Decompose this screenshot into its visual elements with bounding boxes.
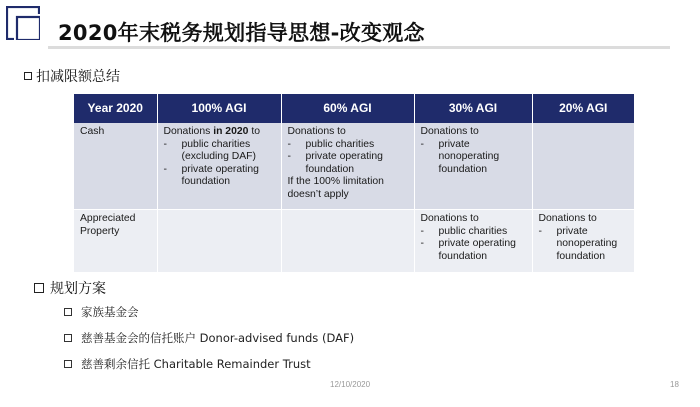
section-heading-label: 规划方案 (50, 281, 106, 297)
checkbox-bullet-icon (34, 283, 44, 293)
page-number: 18 (670, 380, 679, 389)
table-cell (157, 210, 281, 273)
cell-lead: Donations to (538, 213, 597, 224)
table-cell (532, 210, 634, 273)
table-row-cash (74, 123, 634, 210)
table-header-row (74, 94, 634, 123)
table-header: 30% AGI (414, 94, 532, 123)
table-header: 60% AGI (281, 94, 414, 123)
agi-limit-table (74, 94, 634, 273)
table-cell (414, 123, 532, 210)
section-heading-deduction-summary (24, 66, 120, 86)
title-divider (48, 46, 670, 49)
table-row-appreciated-property (74, 210, 634, 273)
list-item (64, 357, 354, 371)
table-cell (532, 123, 634, 210)
list-item-label: 家族基金会 (81, 305, 139, 319)
list-item: - public charities (287, 138, 375, 150)
table-header: 20% AGI (532, 94, 634, 123)
page-title: 2020年末税务规划指导思想-改变观念 (58, 21, 425, 45)
table-cell (157, 123, 281, 210)
list-item (64, 305, 354, 319)
table-cell (281, 210, 414, 273)
list-item: - private operating foundation (163, 163, 259, 188)
logo-icon (6, 6, 40, 40)
table-header: 100% AGI (157, 94, 281, 123)
list-item: - public charities (420, 225, 508, 237)
cell-lead: Donations in 2020 to (163, 126, 260, 137)
list-item-label: 慈善基金会的信托账户 Donor-advised funds (DAF) (81, 331, 355, 345)
planning-list (64, 305, 354, 383)
footer-date: 12/10/2020 (330, 380, 371, 389)
list-item-label: 慈善剩余信托 Charitable Remainder Trust (81, 357, 311, 371)
list-item: - private operating foundation (287, 151, 383, 175)
section-heading-label: 扣减限额总结 (36, 69, 120, 85)
section-heading-planning (34, 278, 106, 298)
list-item: - private operating foundation (420, 238, 516, 262)
table-cell (414, 210, 532, 273)
row-label: Cash (74, 123, 157, 210)
list-item: - private nonoperating foundation (420, 138, 500, 175)
cell-lead: Donations to (287, 126, 346, 137)
square-bullet-icon (64, 334, 72, 342)
cell-lead: Donations to (420, 213, 479, 224)
square-bullet-icon (64, 308, 72, 316)
list-item: - public charities (excluding DAF) (163, 138, 256, 163)
list-item (64, 331, 354, 345)
list-item: - private nonoperating foundation (538, 225, 618, 262)
row-label: Appreciated Property (74, 210, 157, 273)
cell-note: If the 100% limitation doesn’t apply (287, 176, 384, 200)
table-header: Year 2020 (74, 94, 157, 123)
table-cell (281, 123, 414, 210)
square-bullet-icon (64, 360, 72, 368)
cell-lead: Donations to (420, 126, 479, 137)
checkbox-bullet-icon (24, 72, 32, 80)
